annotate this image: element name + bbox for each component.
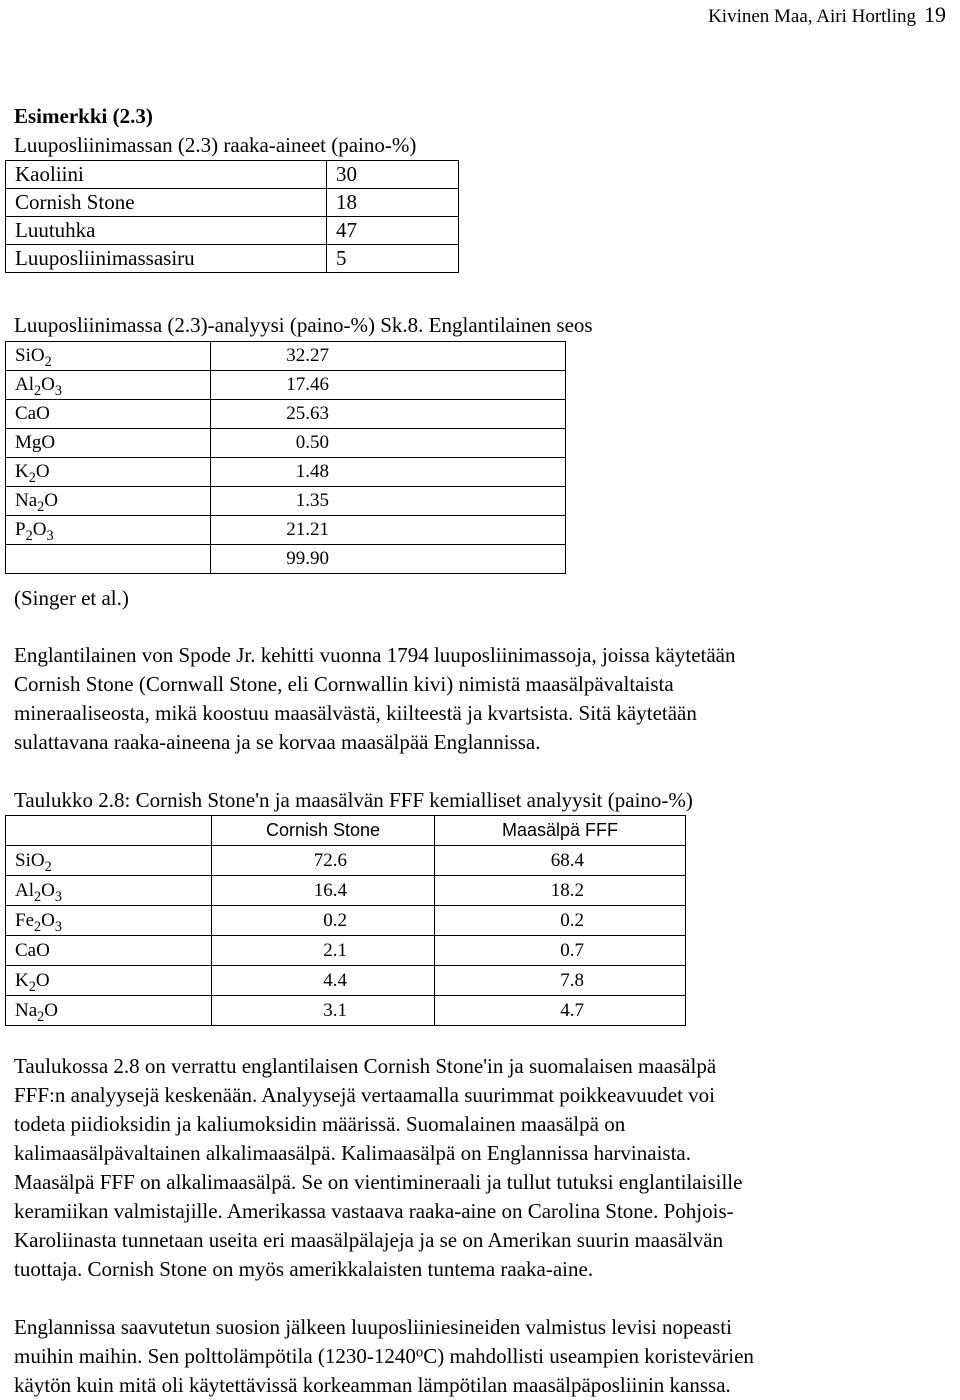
value-cell: 0.7 — [435, 936, 686, 966]
compound-cell: $Fe_2O_3$ — [6, 906, 212, 936]
column-header: Cornish Stone — [212, 816, 435, 846]
table-caption: Taulukko 2.8: Cornish Stone'n ja maasälvän FFF kemialliset analyysit (paino-%) — [14, 788, 693, 812]
header-authors: Kivinen Maa, Airi Hortling — [708, 6, 916, 27]
text-line: muihin maihin. Sen polttolämpötila (1230-1240$^o$C) mahdollisti useampien koristevärien — [14, 1344, 754, 1368]
example-heading — [14, 102, 416, 160]
table-row — [6, 936, 686, 966]
value-cell: 7.8 — [435, 966, 686, 996]
material-name: Luuposliinimassasiru — [6, 245, 327, 273]
table-row — [6, 161, 459, 189]
text-line: todeta piidioksidin ja kaliumoksidin määrissä. Suomalainen maasälpä on — [14, 1112, 626, 1136]
page-header — [708, 2, 946, 28]
materials-table — [5, 160, 459, 273]
compound-cell: $K_2O$ — [6, 458, 211, 487]
text-line: Maasälpä FFF on alkalimaasälpä. Se on vientimineraali ja tullut tutuksi englantilaisille — [14, 1170, 743, 1194]
material-value: 30 — [327, 161, 459, 189]
value-cell: 2.1 — [212, 936, 435, 966]
value-cell: 0.2 — [212, 906, 435, 936]
text-line: sulattavana raaka-aineena ja se korvaa maasälpää Englannissa. — [14, 730, 541, 754]
value-cell: 32.27 — [211, 342, 566, 371]
material-name: Cornish Stone — [6, 189, 327, 217]
table-row — [6, 217, 459, 245]
table-row — [6, 245, 459, 273]
value-cell: 4.4 — [212, 966, 435, 996]
value-cell: 18.2 — [435, 876, 686, 906]
example-title: Esimerkki (2.3) — [14, 104, 153, 128]
compound-cell: CaO — [6, 400, 211, 429]
text-line: Karoliinasta tunnetaan useita eri maasälpälajeja ja se on Amerikan suurin maasälvän — [14, 1228, 724, 1252]
table-row — [6, 400, 566, 429]
material-value: 5 — [327, 245, 459, 273]
table-header-row — [6, 816, 686, 846]
table-row — [6, 876, 686, 906]
compound-cell: $K_2O$ — [6, 966, 212, 996]
value-cell: 4.7 — [435, 996, 686, 1026]
value-cell: 17.46 — [211, 371, 566, 400]
text-line: Cornish Stone (Cornwall Stone, eli Cornwallin kivi) nimistä maasälpävaltaista — [14, 672, 674, 696]
paragraph-spode — [14, 641, 736, 757]
text-line: kalimaasälpävaltainen alkalimaasälpä. Kalimaasälpä on Englannissa harvinaista. — [14, 1141, 691, 1165]
material-value: 18 — [327, 189, 459, 217]
table-row — [6, 458, 566, 487]
total-cell: 99.90 — [211, 545, 566, 574]
table-row — [6, 516, 566, 545]
material-value: 47 — [327, 217, 459, 245]
value-cell: 68.4 — [435, 846, 686, 876]
compound-cell: $Na_2O$ — [6, 487, 211, 516]
paragraph-comparison — [14, 1052, 742, 1284]
table-row — [6, 906, 686, 936]
compound-cell: $Na_2O$ — [6, 996, 212, 1026]
value-cell: 16.4 — [212, 876, 435, 906]
table-row — [6, 429, 566, 458]
text-line: käytön kuin mitä oli käytettävissä korkeamman lämpötilan maasälpäposliinin kanssa. — [14, 1373, 731, 1397]
analysis-title: Luuposliinimassa (2.3)-analyysi (paino-%) Sk.8. Englantilainen seos — [14, 313, 593, 337]
text-line: FFF:n analyysejä keskenään. Analyysejä vertaamalla suurimmat poikkeavuudet voi — [14, 1083, 715, 1107]
value-cell: 1.35 — [211, 487, 566, 516]
analysis-table — [5, 341, 566, 574]
compound-cell: CaO — [6, 936, 212, 966]
text-line: Taulukossa 2.8 on verrattu englantilaisen Cornish Stone'in ja suomalaisen maasälpä — [14, 1054, 717, 1078]
value-cell: 72.6 — [212, 846, 435, 876]
example-subtitle: Luuposliinimassan (2.3) raaka-aineet (paino-%) — [14, 133, 417, 157]
page-number: 19 — [924, 2, 946, 27]
compound-cell: $Al_2O_3$ — [6, 371, 211, 400]
source-citation: (Singer et al.) — [14, 586, 129, 610]
value-cell: 1.48 — [211, 458, 566, 487]
compound-cell: $P_2O_3$ — [6, 516, 211, 545]
header-empty — [6, 816, 212, 846]
table-row — [6, 996, 686, 1026]
text-line: tuottaja. Cornish Stone on myös amerikkalaisten tuntema raaka-aine. — [14, 1257, 594, 1281]
text-line: mineraaliseosta, mikä koostuu maasälvästä, kiilteestä ja kvartsista. Sitä käytetään — [14, 701, 697, 725]
value-cell: 0.50 — [211, 429, 566, 458]
compound-cell: $Al_2O_3$ — [6, 876, 212, 906]
table-row — [6, 371, 566, 400]
value-cell: 3.1 — [212, 996, 435, 1026]
text-line: keramiikan valmistajille. Amerikassa vastaava raaka-aine on Carolina Stone. Pohjois- — [14, 1199, 734, 1223]
value-cell: 21.21 — [211, 516, 566, 545]
compound-cell: MgO — [6, 429, 211, 458]
table-row — [6, 966, 686, 996]
text-line: Englannissa saavutetun suosion jälkeen luuposliiniesineiden valmistus levisi nopeasti — [14, 1315, 732, 1339]
composition-table — [5, 815, 686, 1026]
material-name: Luutuhka — [6, 217, 327, 245]
compound-cell — [6, 545, 211, 574]
table-row — [6, 189, 459, 217]
analysis-heading — [14, 311, 593, 340]
material-name: Kaoliini — [6, 161, 327, 189]
table-row — [6, 846, 686, 876]
column-header: Maasälpä FFF — [435, 816, 686, 846]
compound-cell: SiO$_2$ — [6, 342, 211, 371]
value-cell: 25.63 — [211, 400, 566, 429]
value-cell: 0.2 — [435, 906, 686, 936]
text-line: Englantilainen von Spode Jr. kehitti vuonna 1794 luuposliinimassoja, joissa käytetään — [14, 643, 736, 667]
table-row — [6, 487, 566, 516]
compound-cell: SiO$_2$ — [6, 846, 212, 876]
table-row-total — [6, 545, 566, 574]
table-row — [6, 342, 566, 371]
paragraph-spread — [14, 1313, 754, 1400]
